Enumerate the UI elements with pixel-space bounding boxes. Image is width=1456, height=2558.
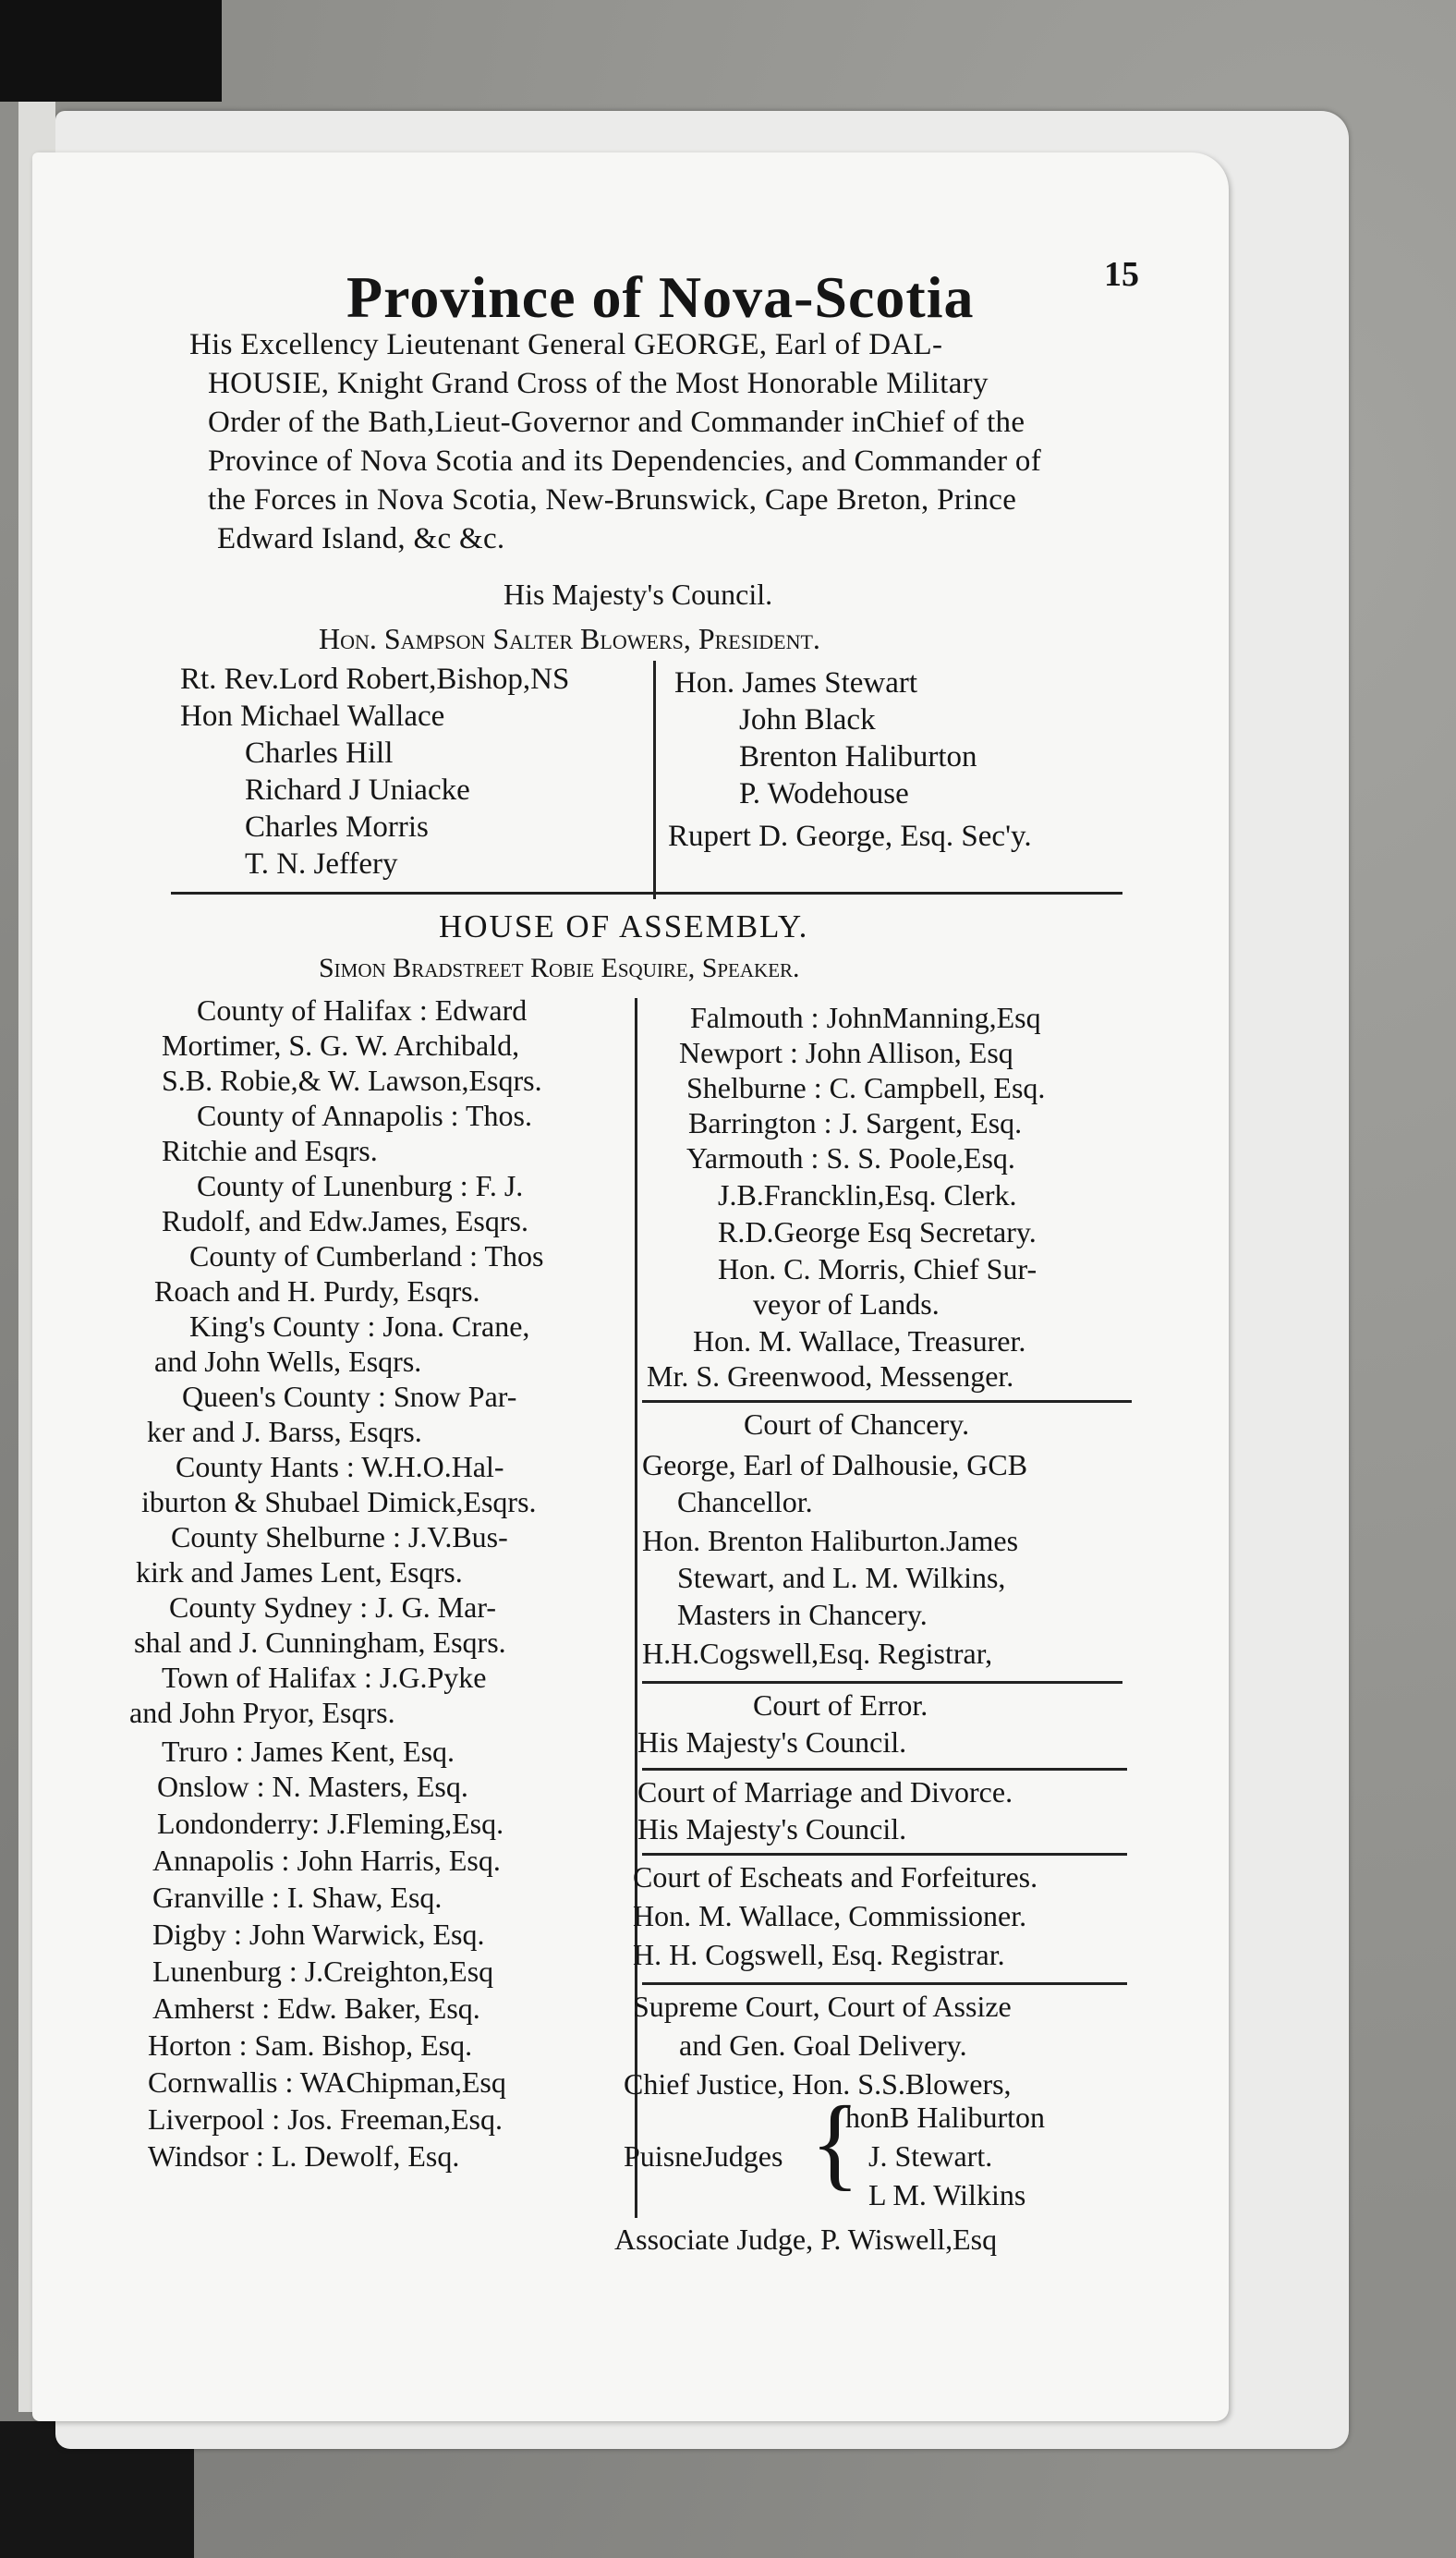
council-heading: His Majesty's Council. [504,578,773,611]
assembly-line: Onslow : N. Masters, Esq. [157,1770,468,1803]
assembly-line: County of Lunenburg : F. J. [197,1169,524,1202]
column-divider [653,661,656,899]
assembly-officer: J.B.Francklin,Esq. Clerk. [718,1178,1017,1212]
assembly-line: Falmouth : JohnManning,Esq [690,1001,1041,1034]
assembly-officer: R.D.George Esq Secretary. [718,1215,1037,1249]
puisne-judge: J. Stewart. [868,2139,993,2173]
document-page [32,152,1229,2421]
assembly-line: Lunenburg : J.Creighton,Esq [152,1955,494,1988]
assembly-line: King's County : Jona. Crane, [189,1309,530,1343]
court-line: Hon. Brenton Haliburton.James [642,1524,1019,1557]
assembly-line: Shelburne : C. Campbell, Esq. [686,1071,1046,1104]
assembly-officer: Mr. S. Greenwood, Messenger. [647,1359,1014,1393]
court-line: His Majesty's Council. [637,1812,907,1845]
section-rule [642,1681,1122,1684]
assembly-line: Horton : Sam. Bishop, Esq. [148,2028,473,2062]
section-rule [171,892,1122,895]
court-line: Masters in Chancery. [677,1598,928,1631]
court-line: Stewart, and L. M. Wilkins, [677,1561,1006,1594]
assembly-line: County of Cumberland : Thos [189,1239,544,1273]
assembly-line: County of Annapolis : Thos. [197,1099,532,1132]
court-heading: Court of Error. [753,1688,928,1722]
page-number: 15 [1104,255,1139,294]
assembly-line: County Shelburne : J.V.Bus- [171,1520,508,1553]
court-line: George, Earl of Dalhousie, GCB [642,1448,1028,1481]
assembly-line: Roach and H. Purdy, Esqrs. [154,1274,480,1308]
assembly-line: Queen's County : Snow Par- [182,1380,517,1413]
section-rule [642,1982,1127,1985]
column-divider [635,998,637,2218]
assembly-line: Windsor : L. Dewolf, Esq. [148,2139,460,2173]
court-line: H. H. Cogswell, Esq. Registrar. [633,1938,1005,1971]
assembly-line: kirk and James Lent, Esqrs. [136,1555,463,1589]
section-rule [642,1768,1127,1771]
assembly-line: and John Wells, Esqrs. [154,1345,422,1378]
council-member: John Black [739,703,876,737]
assembly-officer: veyor of Lands. [753,1287,940,1321]
council-secretary: Rupert D. George, Esq. Sec'y. [668,820,1032,853]
council-member: Hon. James Stewart [674,666,918,700]
assembly-officer: Hon. C. Morris, Chief Sur- [718,1252,1037,1285]
court-line: Chief Justice, Hon. S.S.Blowers, [624,2067,1012,2101]
governor-line: Edward Island, &c &c. [217,522,505,555]
governor-line: the Forces in Nova Scotia, New-Brunswick, Cape Breton, Prince [208,483,1017,517]
assembly-line: Mortimer, S. G. W. Archibald, [162,1029,520,1062]
council-member: Charles Morris [245,810,429,844]
section-rule [642,1853,1127,1856]
assembly-line: County of Halifax : Edward [197,993,528,1027]
puisne-judges-label: PuisneJudges [624,2139,783,2173]
puisne-judge: honB Haliburton [845,2101,1045,2134]
council-president: Hon. Sampson Salter Blowers, President. [319,622,820,655]
court-line: Hon. M. Wallace, Commissioner. [633,1899,1027,1932]
governor-line: HOUSIE, Knight Grand Cross of the Most Honorable Military [208,367,989,400]
court-line: His Majesty's Council. [637,1725,907,1759]
council-member: Hon Michael Wallace [180,700,445,733]
assembly-line: S.B. Robie,& W. Lawson,Esqrs. [162,1064,542,1097]
assembly-line: Newport : John Allison, Esq [679,1036,1013,1069]
puisne-judge: L M. Wilkins [868,2178,1026,2211]
assembly-line: County Sydney : J. G. Mar- [169,1590,497,1624]
governor-line: His Excellency Lieutenant General GEORGE, Earl of DAL- [189,328,943,361]
assembly-line: Cornwallis : WAChipman,Esq [148,2065,506,2099]
governor-line: Order of the Bath,Lieut-Governor and Commander inChief of the [208,406,1025,439]
assembly-line: Barrington : J. Sargent, Esq. [688,1106,1023,1139]
council-member: Richard J Uniacke [245,773,470,807]
court-line: and Gen. Goal Delivery. [679,2028,967,2062]
assembly-line: shal and J. Cunningham, Esqrs. [134,1626,506,1659]
assembly-line: and John Pryor, Esqrs. [129,1696,395,1729]
assembly-line: Yarmouth : S. S. Poole,Esq. [686,1141,1015,1175]
assembly-speaker: Simon Bradstreet Robie Esquire, Speaker. [319,953,800,983]
assembly-heading: HOUSE OF ASSEMBLY. [439,908,809,944]
assembly-line: County Hants : W.H.O.Hal- [176,1450,504,1483]
brace-glyph: { [810,2086,860,2200]
court-heading: Court of Escheats and Forfeitures. [633,1860,1038,1894]
council-member: Charles Hill [245,737,394,770]
assembly-line: Londonderry: J.Fleming,Esq. [157,1807,504,1840]
court-heading: Court of Chancery. [744,1407,970,1441]
assembly-line: Rudolf, and Edw.James, Esqrs. [162,1204,528,1237]
governor-line: Province of Nova Scotia and its Dependencies, and Commander of [208,445,1042,478]
assembly-line: ker and J. Barss, Esqrs. [147,1415,422,1448]
assembly-line: Town of Halifax : J.G.Pyke [162,1661,487,1694]
assembly-line: Annapolis : John Harris, Esq. [152,1844,501,1877]
court-heading: Court of Marriage and Divorce. [637,1775,1013,1809]
section-rule [642,1400,1132,1403]
court-heading: Supreme Court, Court of Assize [633,1990,1012,2023]
associate-judge: Associate Judge, P. Wiswell,Esq [614,2223,998,2256]
assembly-line: Granville : I. Shaw, Esq. [152,1881,443,1914]
council-member: Rt. Rev.Lord Robert,Bishop,NS [180,663,570,696]
assembly-line: iburton & Shubael Dimick,Esqrs. [141,1485,537,1518]
court-line: Chancellor. [677,1485,813,1518]
assembly-line: Truro : James Kent, Esq. [162,1735,455,1768]
council-member: T. N. Jeffery [245,847,398,881]
assembly-line: Digby : John Warwick, Esq. [152,1918,485,1951]
council-member: P. Wodehouse [739,777,909,810]
scan-dark-corner [0,0,222,102]
assembly-officer: Hon. M. Wallace, Treasurer. [693,1324,1026,1358]
assembly-line: Amherst : Edw. Baker, Esq. [152,1992,480,2025]
page-title: Province of Nova-Scotia [346,264,975,330]
court-line: H.H.Cogswell,Esq. Registrar, [642,1637,993,1670]
assembly-line: Liverpool : Jos. Freeman,Esq. [148,2102,503,2136]
council-member: Brenton Haliburton [739,740,977,773]
assembly-line: Ritchie and Esqrs. [162,1134,378,1167]
